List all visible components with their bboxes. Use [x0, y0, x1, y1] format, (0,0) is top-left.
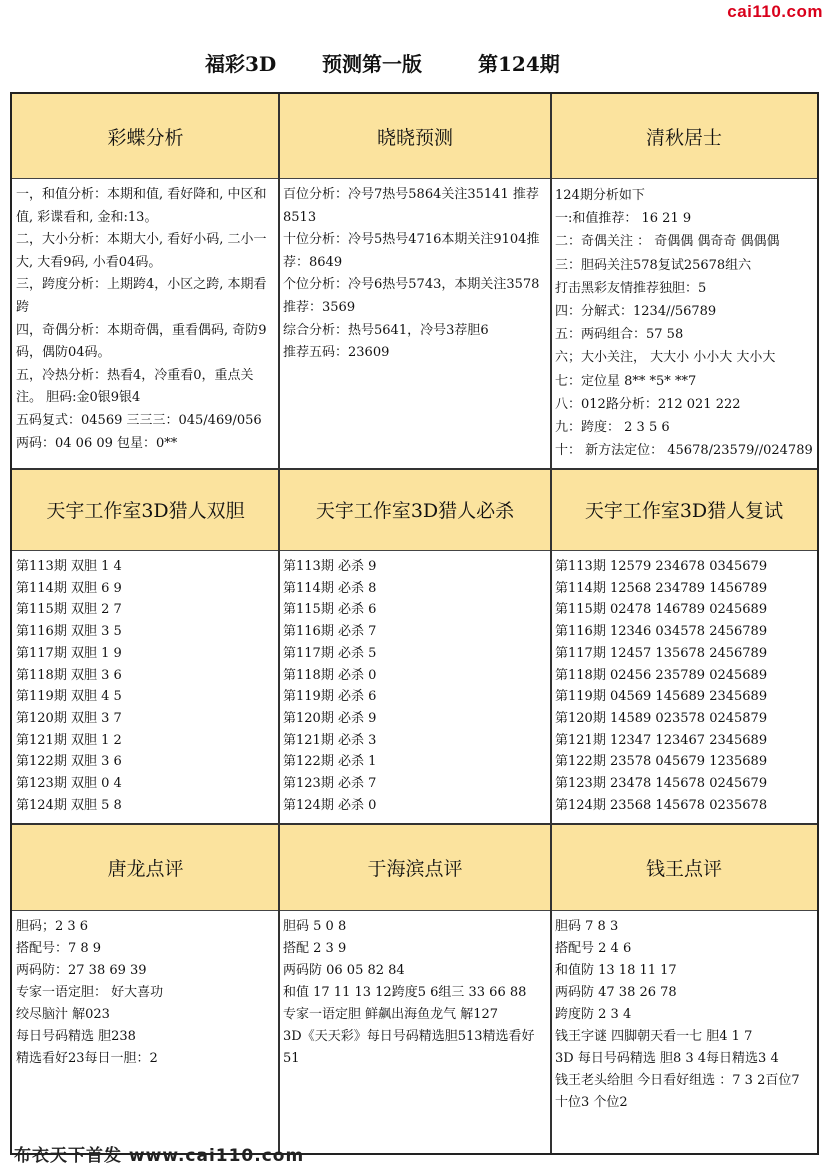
text-line: 3D《天天彩》每日号码精选胆513精选看好51 — [283, 1029, 535, 1066]
text-line: 三，跨度分析：上期跨4，小区之跨, 本期看跨 — [16, 277, 267, 315]
text-line: 第124期 23568 145678 0235678 — [555, 797, 768, 813]
text-line: 第119期 04569 145689 2345689 — [555, 689, 768, 705]
text-line: 搭配号：7 8 9 — [16, 941, 102, 956]
section-body — [551, 179, 817, 462]
section-body — [12, 179, 279, 455]
section-title: 天宇工作室3D猎人必杀 — [279, 469, 551, 551]
text-line: 第113期 必杀 9 — [283, 559, 377, 574]
text-line: 胆码 7 8 3 — [555, 919, 619, 934]
row-divider — [12, 823, 817, 825]
title-issue: 第124期 — [478, 52, 560, 76]
text-line: 个位分析：冷号6热号5743，本期关注3578 推荐：3569 — [283, 277, 540, 315]
text-line: 三：胆码关注578复试25678组六 — [555, 257, 752, 273]
section-caidie — [12, 94, 279, 469]
section-title: 钱王点评 — [551, 824, 817, 911]
footer-text: 布衣天下首发 www.cai110.com — [14, 1146, 305, 1166]
text-line: 第122期 必杀 1 — [283, 754, 377, 770]
text-line: 四，奇偶分析：本期奇偶，重看偶码, 奇防9码，偶防04码。 — [16, 322, 267, 361]
section-tianyu-shuangdan — [12, 469, 279, 824]
text-line: 跨度防 2 3 4 — [555, 1007, 632, 1022]
text-line: 专家一语定胆： 好大喜功 — [16, 985, 164, 1000]
text-line: 每日号码精选 胆238 — [16, 1029, 136, 1044]
section-title: 彩蝶分析 — [12, 94, 279, 179]
text-line: 五：两码组合：57 58 — [555, 327, 684, 343]
text-line: 第114期 12568 234789 1456789 — [555, 580, 768, 596]
text-line: 第121期 双胆 1 2 — [16, 732, 122, 748]
section-title: 清秋居士 — [551, 94, 817, 179]
text-line: 第116期 必杀 7 — [283, 624, 377, 640]
text-line: 第116期 双胆 3 5 — [16, 624, 122, 640]
section-body — [551, 551, 817, 816]
text-line: 第123期 双胆 0 4 — [16, 776, 122, 792]
text-line: 搭配 2 3 9 — [283, 941, 347, 956]
text-line: 七：定位星 8** *5* **7 — [555, 373, 697, 389]
text-line: 搭配号 2 4 6 — [555, 941, 632, 956]
text-line: 二：奇偶关注 ： 奇偶偶 偶奇奇 偶偶偶 — [555, 234, 780, 250]
text-line: 第115期 必杀 6 — [283, 602, 377, 618]
text-line: 和值 17 11 13 12跨度5 6组三 33 66 88 — [283, 985, 527, 1000]
text-line: 一:和值推荐： 16 21 9 — [555, 211, 692, 227]
text-line: 八：012路分析：212 021 222 — [555, 396, 741, 412]
section-xiaoxiao — [279, 94, 551, 469]
text-line: 第121期 必杀 3 — [283, 732, 377, 748]
text-line: 第122期 23578 045679 1235689 — [555, 754, 768, 770]
text-line: 百位分析：冷号7热号5864关注35141 推荐8513 — [283, 187, 539, 225]
text-line: 第114期 必杀 8 — [283, 580, 377, 596]
section-yuhaibin — [279, 824, 551, 1153]
section-title: 天宇工作室3D猎人双胆 — [12, 469, 279, 551]
text-line: 第120期 必杀 9 — [283, 710, 377, 726]
section-qianwang — [551, 824, 817, 1153]
text-line: 第117期 双胆 1 9 — [16, 645, 122, 661]
text-line: 第114期 双胆 6 9 — [16, 580, 122, 596]
text-line: 第113期 双胆 1 4 — [16, 559, 122, 574]
text-line: 第113期 12579 234678 0345679 — [555, 559, 768, 574]
section-body — [279, 179, 551, 365]
text-line: 第123期 必杀 7 — [283, 776, 377, 792]
text-line: 第117期 必杀 5 — [283, 645, 377, 661]
text-line: 钱王老头给胆 今日看好组选 ：7 3 2百位7 十位3 个位2 — [555, 1073, 800, 1110]
text-line: 第115期 双胆 2 7 — [16, 602, 122, 618]
text-line: 第121期 12347 123467 2345689 — [555, 732, 768, 748]
text-line: 专家一语定胆 鲜飙出海鱼龙气 解127 — [283, 1007, 499, 1022]
text-line: 一，和值分析：本期和值, 看好降和, 中区和值, 彩谍看和, 金和:13。 — [16, 187, 267, 225]
text-line: 十位分析：冷号5热号4716本期关注9104推荐：8649 — [283, 232, 540, 270]
section-tanglong — [12, 824, 279, 1153]
text-line: 第124期 双胆 5 8 — [16, 797, 122, 813]
text-line: 绞尽脑汁 解023 — [16, 1007, 110, 1022]
text-line: 五，冷热分析：热看4，冷重看0，重点关注。 胆码:金0银9银4 — [16, 367, 254, 406]
prediction-grid — [10, 92, 819, 1155]
section-title: 唐龙点评 — [12, 824, 279, 911]
page-title — [12, 40, 817, 82]
column-divider — [550, 94, 552, 1153]
text-line: 第122期 双胆 3 6 — [16, 754, 122, 770]
text-line: 第120期 双胆 3 7 — [16, 710, 122, 726]
text-line: 四：分解式：1234//56789 — [555, 304, 717, 320]
text-line: 打击黑彩友情推荐独胆：5 — [555, 280, 707, 296]
text-line: 第124期 必杀 0 — [283, 797, 377, 813]
text-line: 124期分析如下 — [555, 188, 645, 203]
text-line: 胆码 5 0 8 — [283, 919, 347, 934]
section-body — [12, 911, 279, 1070]
section-body — [279, 551, 551, 816]
text-line: 和值防 13 18 11 17 — [555, 963, 677, 978]
text-line: 推荐五码：23609 — [283, 345, 390, 361]
text-line: 第118期 必杀 0 — [283, 667, 377, 683]
section-body — [551, 911, 817, 1114]
text-line: 第118期 双胆 3 6 — [16, 667, 122, 683]
text-line: 第118期 02456 235789 0245689 — [555, 667, 768, 683]
row-divider — [12, 468, 817, 470]
text-line: 胆码；2 3 6 — [16, 919, 89, 934]
text-line: 六；大小关注， 大大小 小小大 大小大 — [555, 350, 776, 366]
text-line: 第116期 12346 034578 2456789 — [555, 624, 768, 640]
section-tianyu-fushi — [551, 469, 817, 824]
text-line: 二，大小分析：本期大小, 看好小码, 二小一大, 大看9码, 小看04码。 — [16, 232, 267, 270]
text-line: 综合分析：热号5641，冷号3荐胆6 — [283, 322, 489, 338]
section-qingqiu — [551, 94, 817, 469]
column-divider — [278, 94, 280, 1153]
title-edition: 预测第一版 — [322, 52, 422, 76]
text-line: 第115期 02478 146789 0245689 — [555, 602, 768, 618]
section-title: 于海滨点评 — [279, 824, 551, 911]
section-body — [279, 911, 551, 1070]
text-line: 精选看好23每日一胆：2 — [16, 1051, 158, 1066]
text-line: 钱王字谜 四脚朝天看一七 胆4 1 7 — [555, 1029, 753, 1044]
text-line: 第117期 12457 135678 2456789 — [555, 645, 768, 661]
title-brand: 福彩3D — [205, 52, 277, 76]
text-line: 第119期 双胆 4 5 — [16, 689, 122, 705]
text-line: 两码防：27 38 69 39 — [16, 963, 147, 978]
text-line: 第120期 14589 023578 0245879 — [555, 710, 768, 726]
text-line: 两码防 47 38 26 78 — [555, 985, 677, 1000]
text-line: 两码防 06 05 82 84 — [283, 963, 405, 978]
text-line: 第123期 23478 145678 0245679 — [555, 776, 768, 792]
text-line: 第119期 必杀 6 — [283, 689, 377, 705]
site-logo: cai110.com — [727, 2, 823, 21]
section-body — [12, 551, 279, 816]
section-title: 晓晓预测 — [279, 94, 551, 179]
text-line: 十： 新方法定位： 45678/23579//024789 — [555, 443, 813, 459]
section-title: 天宇工作室3D猎人复试 — [551, 469, 817, 551]
text-line: 3D 每日号码精选 胆8 3 4每日精选3 4 — [555, 1051, 779, 1066]
section-tianyu-bisha — [279, 469, 551, 824]
text-line: 九：跨度： 2 3 5 6 — [555, 420, 670, 436]
text-line: 五码复式：04569 三三三：045/469/056 两码：04 06 09 包星：0** — [16, 412, 262, 451]
